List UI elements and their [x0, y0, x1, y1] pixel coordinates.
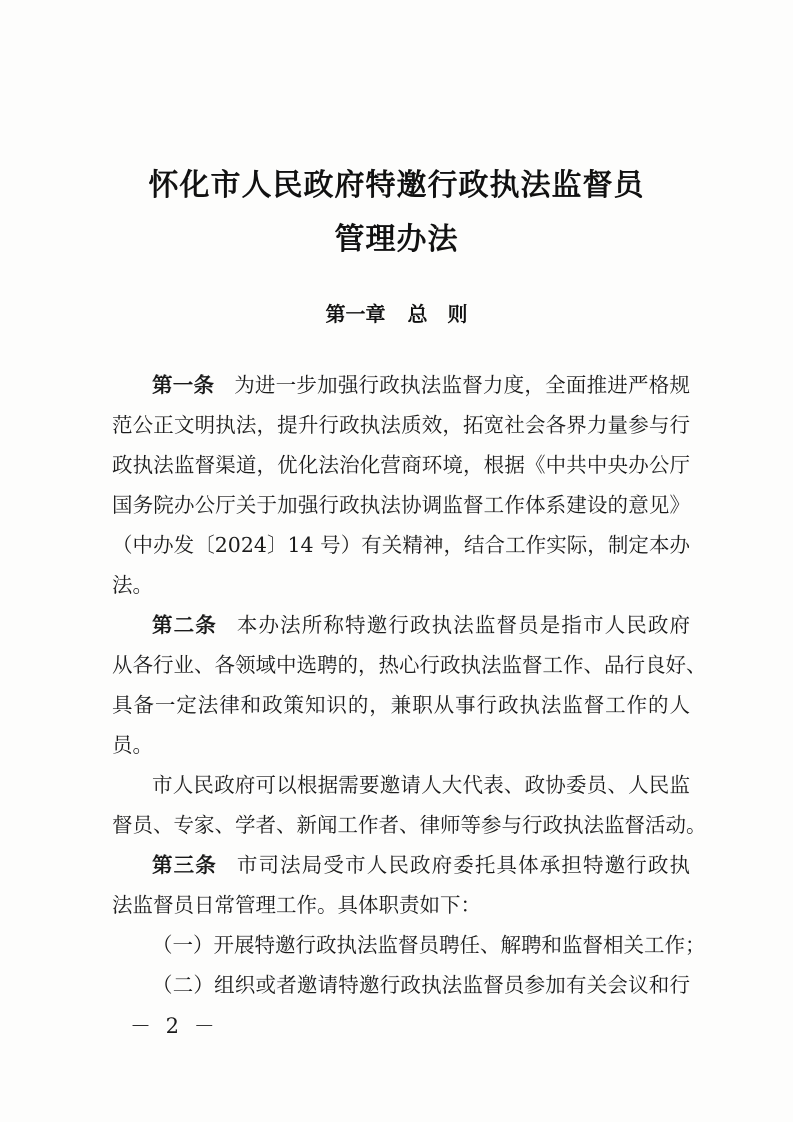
paragraph-line: 督员、专家、学者、新闻工作者、律师等参与行政执法监督活动。 — [112, 813, 707, 837]
paragraph-line: （中办发〔2024〕14 号）有关精神，结合工作实际，制定本办 — [112, 533, 690, 557]
paragraph-line: 第二条 本办法所称特邀行政执法监督员是指市人民政府 — [152, 613, 691, 637]
page-number: － 2 － — [130, 1014, 219, 1038]
paragraph-line: 具备一定法律和政策知识的，兼职从事行政执法监督工作的人 — [112, 693, 690, 717]
article-label: 第一条 — [152, 373, 215, 397]
article-label: 第三条 — [152, 853, 217, 877]
paragraph-line: 国务院办公厅关于加强行政执法协调监督工作体系建设的意见》 — [112, 493, 690, 517]
paragraph-line: 员。 — [112, 733, 153, 757]
chapter-heading — [0, 298, 793, 327]
chapter-number: 第一章 — [325, 302, 386, 326]
article-label: 第二条 — [152, 613, 217, 637]
paragraph-line: （一）开展特邀行政执法监督员聘任、解聘和监督相关工作； — [152, 933, 706, 957]
paragraph-line: 第一条 为进一步加强行政执法监督力度，全面推进严格规 — [152, 373, 690, 397]
document-title-line-2: 管理办法 — [334, 222, 459, 257]
paragraph-line: 第三条 市司法局受市人民政府委托具体承担特邀行政执 — [152, 853, 691, 877]
paragraph-line: 范公正文明执法，提升行政执法质效，拓宽社会各界力量参与行 — [112, 413, 690, 437]
chapter-name: 总 则 — [407, 302, 468, 326]
paragraph-line: 法监督员日常管理工作。具体职责如下： — [112, 893, 481, 917]
paragraph-line: 法。 — [112, 573, 153, 597]
document-title-line-1: 怀化市人民政府特邀行政执法监督员 — [148, 168, 645, 203]
paragraph-line: （二）组织或者邀请特邀行政执法监督员参加有关会议和行 — [152, 973, 690, 997]
paragraph-line: 从各行业、各领域中选聘的，热心行政执法监督工作、品行良好、 — [112, 653, 707, 677]
paragraph-line: 市人民政府可以根据需要邀请人大代表、政协委员、人民监 — [152, 773, 690, 797]
paragraph-line: 政执法监督渠道，优化法治化营商环境，根据《中共中央办公厅 — [112, 453, 690, 477]
